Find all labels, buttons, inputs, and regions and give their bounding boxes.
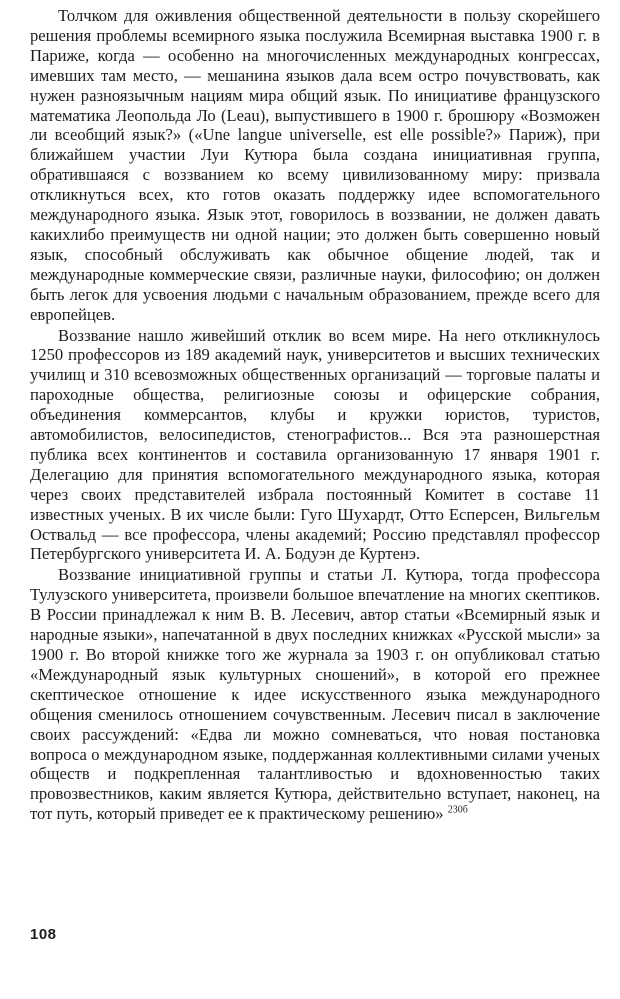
footnote-reference: 230б	[447, 804, 468, 816]
page-number: 108	[30, 926, 57, 943]
paragraph-2: Воззвание нашло живейший отклик во всем мире. На него откликнулось 1250 профессоров из 189 академий наук, университетов и высших технических училищ и 310 всевозможных общественных организаций — торговые палаты и пароходные общества, религиозные союзы и офицерские собрания, объединения коммерсантов, клубы и кружки юристов, туристов, автомобилистов, велосипедистов, стенографистов... Вся эта разношерстная публика всех континентов и составила организованную 17 января 1901 г. Делегацию для принятия вспомогательного международного языка, которая через своих представителей избрала постоянный Комитет в составе 11 известных ученых. В их числе были: Гуго Шухардт, Отто Есперсен, Вильгельм Оствальд — все профессора, члены академий; Россию представлял профессор Петербургского университета И. А. Бодуэн де Куртенэ.	[30, 325, 600, 564]
paragraph-3	[30, 565, 600, 824]
paragraph-3-text: Воззвание инициативной группы и статьи Л. Кутюра, тогда профессора Тулузского университета, произвели большое впечатление на многих скептиков. В России принадлежал к ним В. В. Лесевич, автор статьи «Всемирный язык и народные языки», напечатанной в двух последних книжках «Русской мысли» за 1900 г. Во второй книжке того же журнала за 1903 г. он опубликовал статью «Международный язык культурных сношений», в которой его прежнее скептическое отношение к идее искусственного языка международного общения сменилось отношением сочувственным. Лесевич писал в заключение своих рассуждений: «Едва ли можно сомневаться, что новая постановка вопроса о международном языке, поддержанная коллективными силами ученых обществ и подкрепленная талантливостью и вдохновенностью таких провозвестников, каким является Кутюра, действительно вступает, наконец, на тот путь, который приведет ее к практическому решению»	[30, 565, 600, 824]
paragraph-1: Толчком для оживления общественной деятельности в пользу скорейшего решения проблемы всемирного языка послужила Всемирная выставка 1900 г. в Париже, когда — особенно на многочисленных международных конгрессах, имевших там место, — мешанина языков дала всем остро почувствовать, как нужен разноязычным нациям мира общий язык. По инициативе французского математика Леопольда Ло (Leau), выпустившего в 1900 г. брошюру «Возможен ли всеобщий язык?» («Une langue universelle, est elle possible?» Париж), при ближайшем участии Луи Кутюра была создана инициативная группа, обратившаяся с воззванием ко всему цивилизованному миру: призвала откликнуться всех, кто готов оказать поддержку идее вспомогательного международного языка. Язык этот, говорилось в воззвании, не должен давать какихлибо преимуществ ни одной нации; это должен быть совершенно новый язык, способный обслуживать как обычное общение людей, так и международные коммерческие связи, различные науки, философию; он должен быть легок для усвоения людьми с начальным образованием, прежде всего для европейцев.	[30, 6, 600, 324]
